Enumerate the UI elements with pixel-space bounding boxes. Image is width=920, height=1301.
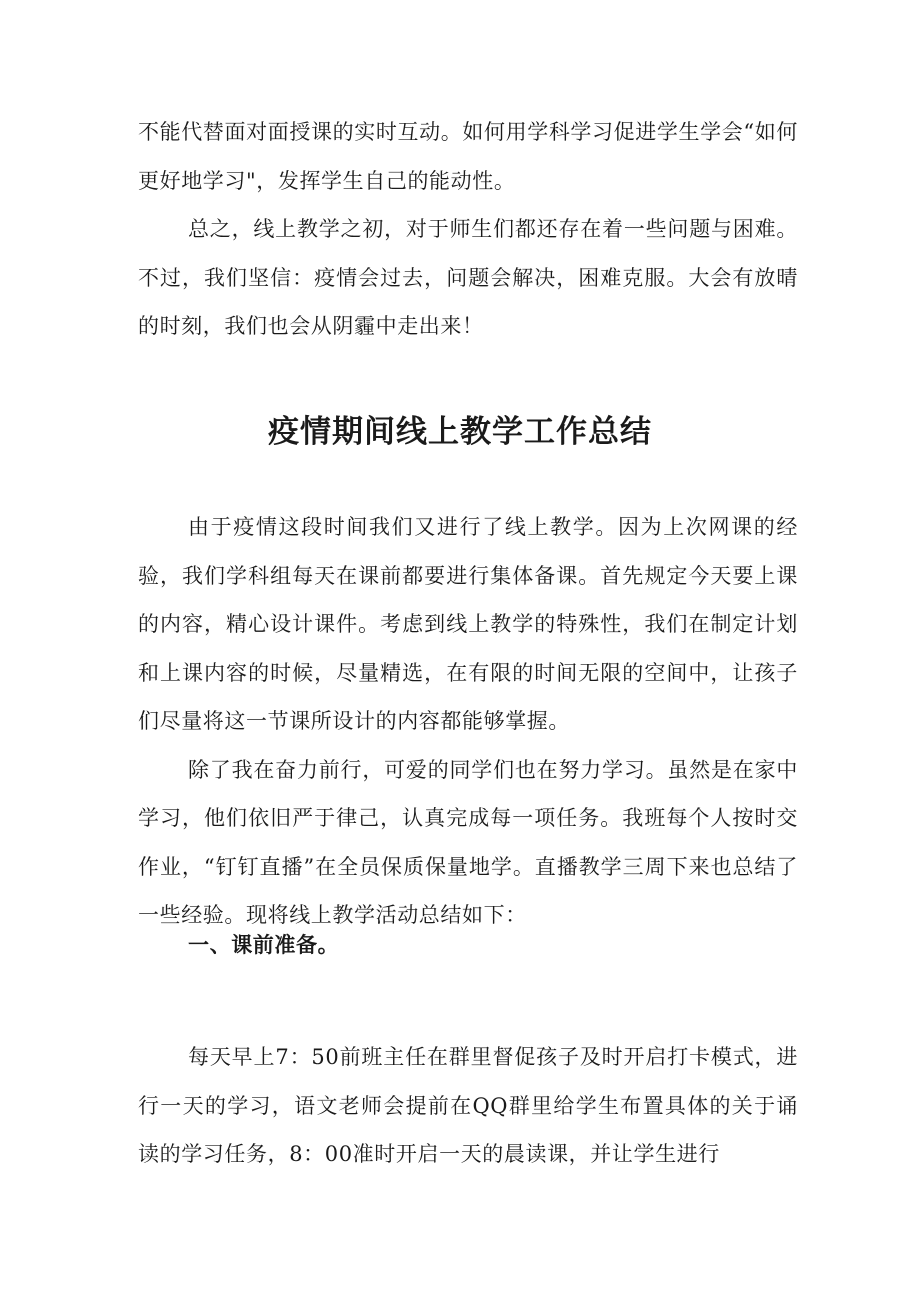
section-text — [138, 1033, 798, 1179]
article-intro — [138, 503, 798, 940]
section-paragraph: 每天早上7：50前班主任在群里督促孩子及时开启打卡模式，进行一天的学习，语文老师会提前在QQ群里给学生布置具体的关于诵读的学习任务，8：00准时开启一天的晨读课，并让学生进行 — [138, 1045, 798, 1166]
students-paragraph: 除了我在奋力前行，可爱的同学们也在努力学习。虽然是在家中学习，他们依旧严于律己，认真完成每一项任务。我班每个人按时交作业，“钉钉直播”在全员保质保量地学。直播教学三周下来也总结了一些经验。现将线上教学活动总结如下： — [138, 757, 798, 927]
continuation-paragraph: 不能代替面对面授课的实时互动。如何用学科学习促进学生学会“如何更好地学习"，发挥学生自己的能动性。 — [138, 120, 798, 193]
section-heading: 一、课前准备。 — [188, 933, 340, 957]
continuation-text — [138, 108, 798, 351]
conclusion-paragraph: 总之，线上教学之初，对于师生们都还存在着一些问题与困难。不过，我们坚信：疫情会过去，问题会解决，困难克服。大会有放晴的时刻，我们也会从阴霾中走出来！ — [138, 217, 798, 338]
intro-paragraph: 由于疫情这段时间我们又进行了线上教学。因为上次网课的经验，我们学科组每天在课前都要进行集体备课。首先规定今天要上课的内容，精心设计课件。考虑到线上教学的特殊性，我们在制定计划和上课内容的时候，尽量精选，在有限的时间无限的空间中，让孩子们尽量将这一节课所设计的内容都能够掌握。 — [138, 515, 798, 733]
article-title: 疫情期间线上教学工作总结 — [268, 414, 652, 450]
